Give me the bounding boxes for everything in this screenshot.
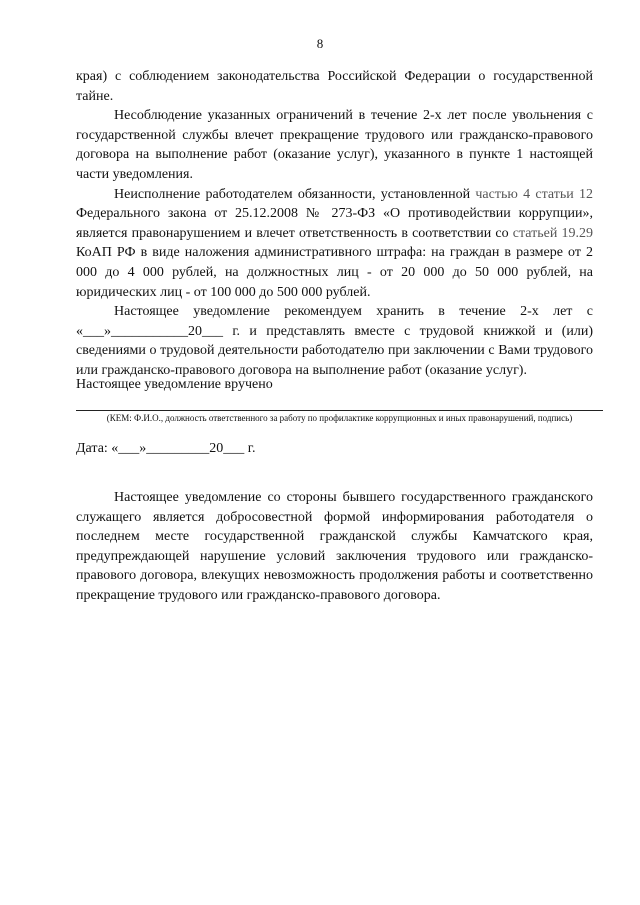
paragraph-storage: Настоящее уведомление рекомендуем хранить в течение 2-х лет с «___»___________20___ г. и представлять вместе с трудовой книжкой и (или) сведениями о трудовой деятельности работодателю при заключении с Вами трудового или гражданско-правового договора на выполнение работ (оказание услуг). <box>76 304 593 378</box>
delivered-label: Настоящее уведомление вручено <box>76 377 273 392</box>
paragraph-restrictions: Несоблюдение указанных ограничений в течение 2-х лет после увольнения с государственной службы влечет прекращение трудового или гражданско-правового договора на выполнение работ (оказание услуг), указанного в пункте 1 настоящей части уведомления. <box>76 108 593 182</box>
liability-text-1: Неисполнение работодателем обязанности, установленной <box>114 186 476 202</box>
liability-text-2: Федерального закона от 25.12.2008 № 273-ФЗ «О противодействии коррупции», является правонарушением и влечет ответственность в соответствии со <box>76 206 593 241</box>
paragraph-state-secret: края) с соблюдением законодательства Российской Федерации о государственной тайне. <box>76 69 593 104</box>
page-number: 8 <box>316 36 324 51</box>
paragraph-closing: Настоящее уведомление со стороны бывшего государственного гражданского служащего является добросовестной формой информирования работодателя о последнем месте государственной гражданской службы Камчатского края, предупреждающей нарушение условий заключения трудового или гражданско-правового договора, влекущих невозможность продолжения работы и соответственно прекращение трудового или гражданско-правового договора. <box>76 490 593 603</box>
paragraph-liability <box>76 185 593 303</box>
law-article-link[interactable]: частью 4 статьи 12 <box>475 186 593 202</box>
closing-note <box>76 488 593 606</box>
signature-line <box>76 410 603 411</box>
date-line: Дата: «___»_________20___ г. <box>76 441 256 456</box>
koap-article-link[interactable]: статьей 19.29 <box>512 225 593 241</box>
signature-hint: (КЕМ: Ф.И.О., должность ответственного за работу по профилактике коррупционных и иных правонарушений, подпись) <box>106 413 573 423</box>
notice-body <box>76 67 593 381</box>
liability-text-3: КоАП РФ в виде наложения административного штрафа: на граждан в размере от 2 000 до 4 000 рублей, на должностных лиц - от 20 000 до 50 000 рублей, на юридических лиц - от 100 000 до 500 000 рублей. <box>76 245 593 300</box>
